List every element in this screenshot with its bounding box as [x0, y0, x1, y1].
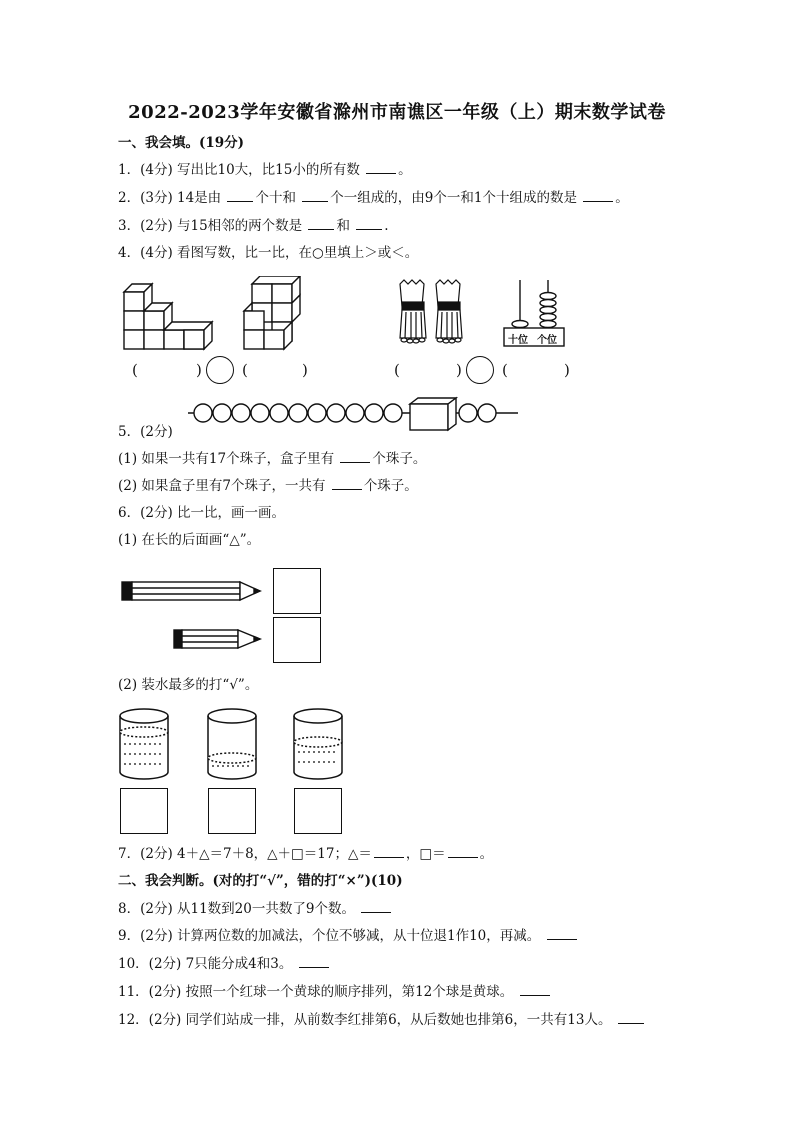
triangle-answer-box[interactable]	[273, 568, 321, 614]
paren-open: (	[502, 361, 508, 379]
answer-blank[interactable]	[366, 161, 396, 174]
water-cup-figures	[116, 706, 346, 784]
answer-blank[interactable]	[448, 845, 478, 858]
q5-1-text: (1) 如果一共有17个珠子，盒子里有	[118, 451, 335, 467]
question-2	[118, 189, 629, 207]
paren-open: (	[242, 361, 248, 379]
answer-blank[interactable]	[227, 189, 253, 202]
question-6-1: (1) 在长的后面画“△”。	[118, 532, 261, 548]
q3-text-c: .	[384, 218, 389, 234]
question-6: 6．(2分) 比一比，画一画。	[118, 505, 286, 521]
paren-close: )	[456, 361, 462, 379]
check-answer-box[interactable]	[120, 788, 168, 834]
triangle-answer-box[interactable]	[273, 617, 321, 663]
question-6-2: (2) 装水最多的打“√”。	[118, 677, 259, 693]
question-7	[118, 845, 493, 863]
compare-circle[interactable]	[206, 356, 234, 384]
q5-1-suffix: 个珠子。	[372, 451, 427, 467]
cube-stack-figures	[120, 276, 310, 354]
abacus-ones-label: 个位	[537, 335, 557, 346]
answer-blank[interactable]	[356, 217, 382, 230]
compare-circle[interactable]	[466, 356, 494, 384]
section-2-heading: 二、我会判断。(对的打“√”，错的打“×”)(10)	[118, 873, 403, 889]
q5-2-text: (2) 如果盒子里有7个珠子，一共有	[118, 478, 326, 494]
stick-bundle-figures	[394, 278, 464, 348]
q1-text: 1．(4分) 写出比10大，比15小的所有数	[118, 162, 360, 178]
q3-text-b: 和	[336, 218, 350, 234]
answer-blank[interactable]	[618, 1011, 644, 1024]
answer-blank[interactable]	[332, 477, 362, 490]
q10-text: 10．(2分) 7只能分成4和3。	[118, 956, 293, 972]
question-8	[118, 900, 393, 918]
question-12	[118, 1011, 646, 1029]
answer-blank[interactable]	[520, 983, 550, 996]
answer-blank[interactable]	[374, 845, 404, 858]
q2-text-c: 个一组成的，由9个一和1个十组成的数是	[330, 190, 577, 206]
q2-text-d: 。	[615, 190, 629, 206]
section-1-heading: 一、我会填。(19分)	[118, 135, 245, 151]
answer-blank[interactable]	[361, 900, 391, 913]
question-5-1	[118, 450, 426, 468]
bead-string-figure	[188, 396, 518, 432]
question-5: 5．(2分)	[118, 424, 173, 440]
q2-text-a: 2．(3分) 14是由	[118, 190, 222, 206]
question-5-2	[118, 477, 418, 495]
q1-suffix: 。	[398, 162, 412, 178]
answer-blank[interactable]	[302, 189, 328, 202]
answer-blank[interactable]	[308, 217, 334, 230]
q7-text-c: 。	[479, 846, 494, 862]
question-11	[118, 983, 552, 1001]
q3-text-a: 3．(2分) 与15相邻的两个数是	[118, 218, 303, 234]
paren-close: )	[196, 361, 202, 379]
paren-open: (	[132, 361, 138, 379]
paren-close: )	[302, 361, 308, 379]
answer-blank[interactable]	[583, 189, 613, 202]
question-3	[118, 217, 389, 235]
page-title: 2022-2023学年安徽省滁州市南谯区一年级（上）期末数学试卷	[128, 102, 666, 123]
q12-text: 12．(2分) 同学们站成一排，从前数李红排第6，从后数她也排第6，一共有13人。	[118, 1012, 612, 1028]
question-4: 4．(4分) 看图写数，比一比，在○里填上＞或＜。	[118, 245, 419, 261]
paren-open: (	[394, 361, 400, 379]
q9-text: 9．(2分) 计算两位数的加减法，个位不够减，从十位退1作10，再减。	[118, 928, 541, 944]
q7-text-b: ，□＝	[405, 846, 446, 862]
abacus-tens-label: 十位	[508, 335, 528, 346]
q5-2-suffix: 个珠子。	[363, 478, 418, 494]
question-1	[118, 161, 412, 179]
answer-blank[interactable]	[299, 955, 329, 968]
check-answer-box[interactable]	[208, 788, 256, 834]
question-9	[118, 927, 579, 945]
pencil-figures	[120, 576, 270, 656]
question-10	[118, 955, 331, 973]
q7-text-a: 7．(2分) 4＋△＝7＋8，△＋□＝17；△＝	[118, 846, 372, 862]
answer-blank[interactable]	[340, 450, 370, 463]
paren-close: )	[564, 361, 570, 379]
q11-text: 11．(2分) 按照一个红球一个黄球的顺序排列，第12个球是黄球。	[118, 984, 514, 1000]
q8-text: 8．(2分) 从11数到20一共数了9个数。	[118, 901, 355, 917]
check-answer-box[interactable]	[294, 788, 342, 834]
q2-text-b: 个十和	[255, 190, 296, 206]
answer-blank[interactable]	[547, 927, 577, 940]
